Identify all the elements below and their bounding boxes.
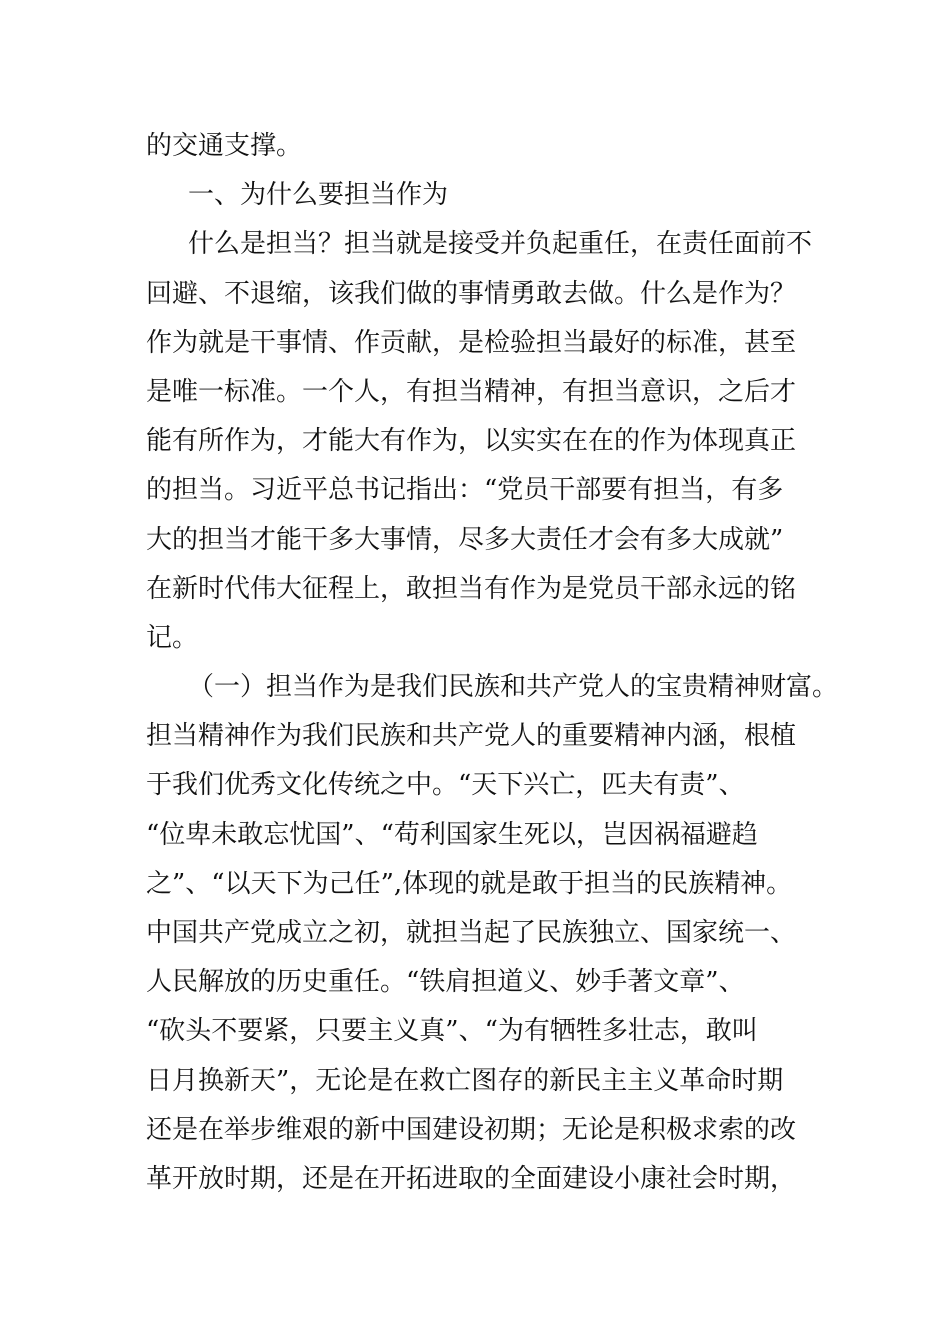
paragraph-line: 革开放时期，还是在开拓进取的全面建设小康社会时期， — [146, 1163, 797, 1194]
paragraph-line: “砍头不要紧，只要主义真”、“为有牺牲多壮志，敢叫 — [146, 1016, 758, 1047]
paragraph-line: 担当精神作为我们民族和共产党人的重要精神内涵，根植 — [146, 721, 797, 752]
document-body — [146, 122, 839, 1204]
text-line: 的交通支撑。 — [146, 131, 303, 161]
paragraph-line: 之”、“以天下为己任”,体现的就是敢于担当的民族精神。 — [146, 868, 793, 899]
paragraph-line: “位卑未敢忘忧国”、“苟利国家生死以，岂因祸福避趋 — [146, 819, 758, 850]
paragraph-line: 日月换新天”，无论是在救亡图存的新民主主义革命时期 — [146, 1065, 784, 1096]
paragraph-line: 的担当。习近平总书记指出：“党员干部要有担当，有多 — [146, 475, 784, 506]
paragraph-line: 于我们优秀文化传统之中。“天下兴亡，匹夫有责”、 — [146, 770, 745, 801]
paragraph-line: 是唯一标准。一个人，有担当精神，有担当意识，之后才 — [146, 376, 797, 407]
paragraph-line: 在新时代伟大征程上，敢担当有作为是党员干部永远的铭 — [146, 573, 797, 604]
paragraph-line: 记。 — [146, 622, 199, 653]
subsection-heading: （一）担当作为是我们民族和共产党人的宝贵精神财富。 — [188, 672, 839, 703]
paragraph-line: 作为就是干事情、作贡献，是检验担当最好的标准，甚至 — [146, 327, 797, 358]
paragraph-line: 什么是担当？担当就是接受并负起重任，在责任面前不 — [188, 229, 813, 260]
section-heading: 一、为什么要担当作为 — [188, 180, 449, 211]
paragraph-line: 人民解放的历史重任。“铁肩担道义、妙手著文章”、 — [146, 967, 745, 998]
paragraph-line: 能有所作为，才能大有作为，以实实在在的作为体现真正 — [146, 426, 797, 457]
paragraph-line: 大的担当才能干多大事情，尽多大责任才会有多大成就” — [146, 524, 784, 555]
paragraph-line: 还是在举步维艰的新中国建设初期；无论是积极求索的改 — [146, 1114, 797, 1145]
paragraph-line: 回避、不退缩，该我们做的事情勇敢去做。什么是作为？ — [146, 278, 797, 309]
paragraph-line: 中国共产党成立之初，就担当起了民族独立、国家统一、 — [146, 918, 797, 948]
